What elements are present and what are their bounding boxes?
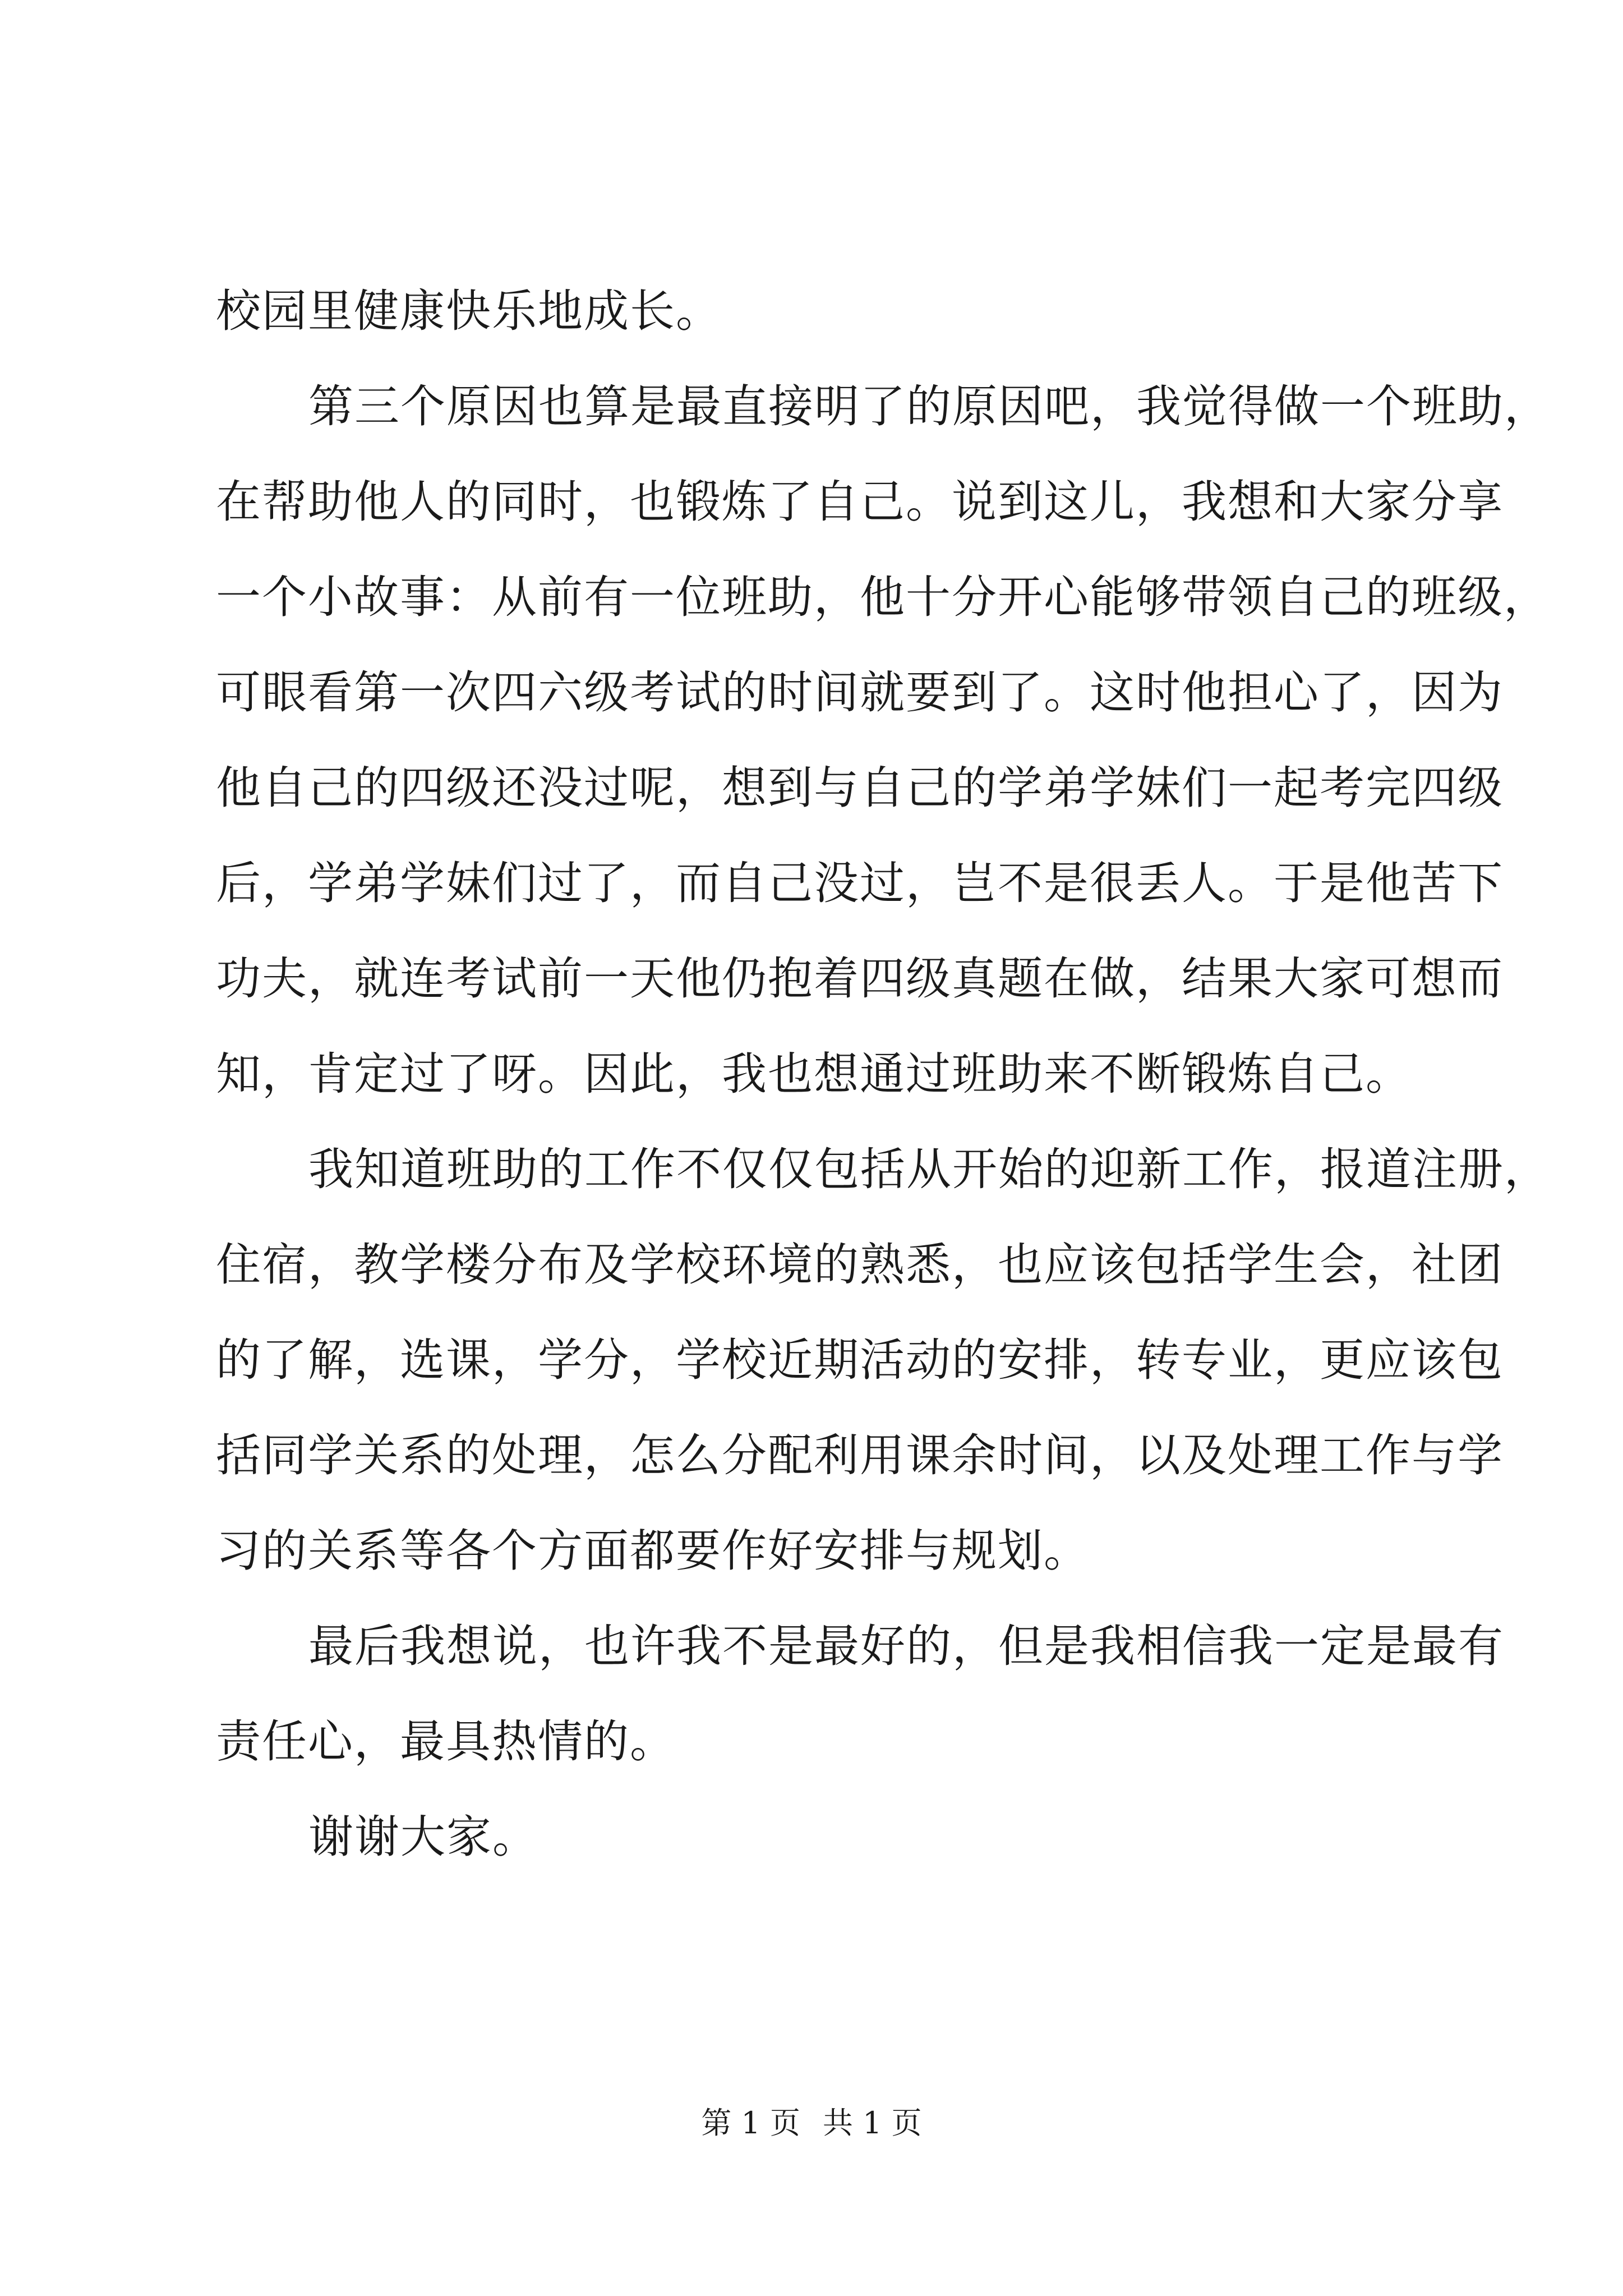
text-line: 谢谢大家。 bbox=[308, 1811, 538, 1863]
text-line: 我知道班助的工作不仅仅包括从开始的迎新工作，报道注册， bbox=[308, 1143, 1550, 1195]
text-line: 后，学弟学妹们过了，而自己没过，岂不是很丢人。于是他苦下 bbox=[216, 857, 1504, 909]
text-line: 他自己的四级还没过呢，想到与自己的学弟学妹们一起考完四级 bbox=[216, 762, 1504, 814]
text-line: 住宿，教学楼分布及学校环境的熟悉，也应该包括学生会，社团 bbox=[216, 1239, 1504, 1291]
page-total: 共 1 页 bbox=[823, 2105, 922, 2141]
text-line: 一个小故事：从前有一位班助，他十分开心能够带领自己的班级， bbox=[216, 571, 1550, 623]
text-line: 校园里健康快乐地成长。 bbox=[216, 285, 722, 337]
text-line: 可眼看第一次四六级考试的时间就要到了。这时他担心了，因为 bbox=[216, 666, 1504, 719]
text-line: 知，肯定过了呀。因此，我也想通过班助来不断锻炼自己。 bbox=[216, 1048, 1412, 1100]
text-line: 功夫，就连考试前一天他仍抱着四级真题在做，结果大家可想而 bbox=[216, 953, 1504, 1005]
text-line: 的了解，选课，学分，学校近期活动的安排，转专业，更应该包 bbox=[216, 1334, 1504, 1386]
text-line: 最后我想说，也许我不是最好的，但是我相信我一定是最有 bbox=[308, 1620, 1504, 1672]
document-body bbox=[216, 264, 1550, 1885]
page-footer bbox=[0, 2101, 1623, 2146]
text-line: 在帮助他人的同时，也锻炼了自己。说到这儿，我想和大家分享 bbox=[216, 476, 1504, 528]
text-line: 括同学关系的处理，怎么分配利用课余时间，以及处理工作与学 bbox=[216, 1429, 1504, 1481]
text-line: 第三个原因也算是最直接明了的原因吧，我觉得做一个班助， bbox=[308, 380, 1550, 432]
text-line: 习的关系等各个方面都要作好安排与规划。 bbox=[216, 1525, 1090, 1577]
page-number: 第 1 页 bbox=[701, 2105, 800, 2141]
text-line: 责任心，最具热情的。 bbox=[216, 1715, 676, 1768]
